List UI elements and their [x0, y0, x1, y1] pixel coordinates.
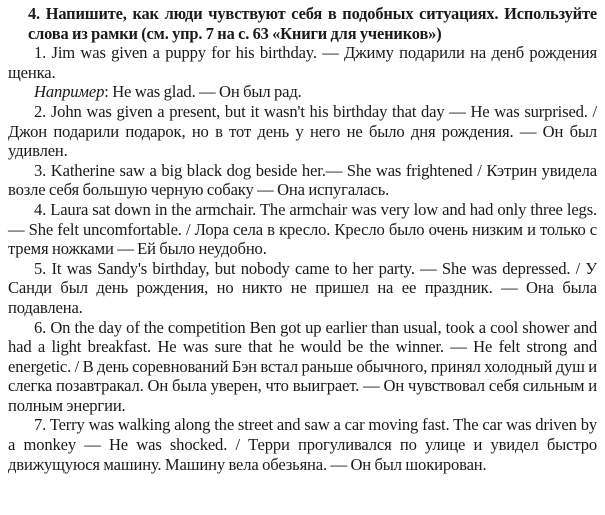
item-2: 2. John was given a present, but it wasn't his birthday that day — He was surprised. / Джон подарили подарок, но в тот день у него не было дня рождения. — Он был удивлен. — [8, 101, 597, 161]
example-label: Например — [34, 82, 105, 102]
item-6: 6. On the day of the competition Ben got up earlier than usual, took a cool shower and had a light breakfast. He was sure that he would be the winner. — He felt strong and energetic. / В день соревнований Бэн встал раньше обычного, принял холодный душ и слегка позавтракал. Он была уверен, что выиграет. — Он чувствовал себя сильным и полным энергии. — [8, 317, 597, 415]
item-5: 5. It was Sandy's birthday, but nobody came to her party. — She was depressed. / У Санди был день рождения, но никто не пришел на ее праздник. — Она была подавлена. — [8, 258, 597, 317]
item-3: 3. Katherine saw a big black dog beside her.— She was frightened / Кэтрин увидела возле себя большую черную собаку — Она испугалась. — [8, 160, 597, 200]
item-7: 7. Terry was walking along the street and saw a car moving fast. The car was driven by a monkey — He was shocked. / Терри прогуливался по улице и увидел быстро движущуюся машину. Машину вела обезьяна. — Он был шокирован. — [8, 415, 597, 474]
task-heading: 4. Напишите, как люди чувствуют себя в подобных ситуациях. Используйте слова из рамки (см. упр. 7 на с. 63 «Книги для учеников») — [28, 4, 597, 43]
example-text: : He was glad. — Он был рад. — [104, 82, 302, 102]
item-1: 1. Jim was given a puppy for his birthday. — Джиму подарили на денб рождения щенка. — [8, 43, 597, 82]
example-line — [8, 82, 597, 102]
item-4: 4. Laura sat down in the armchair. The armchair was very low and had only three legs. — She felt uncomfortable. / Лора села в кресло. Кресло было очень низким и только с тремя ножками — Ей было неудобно. — [8, 199, 597, 259]
